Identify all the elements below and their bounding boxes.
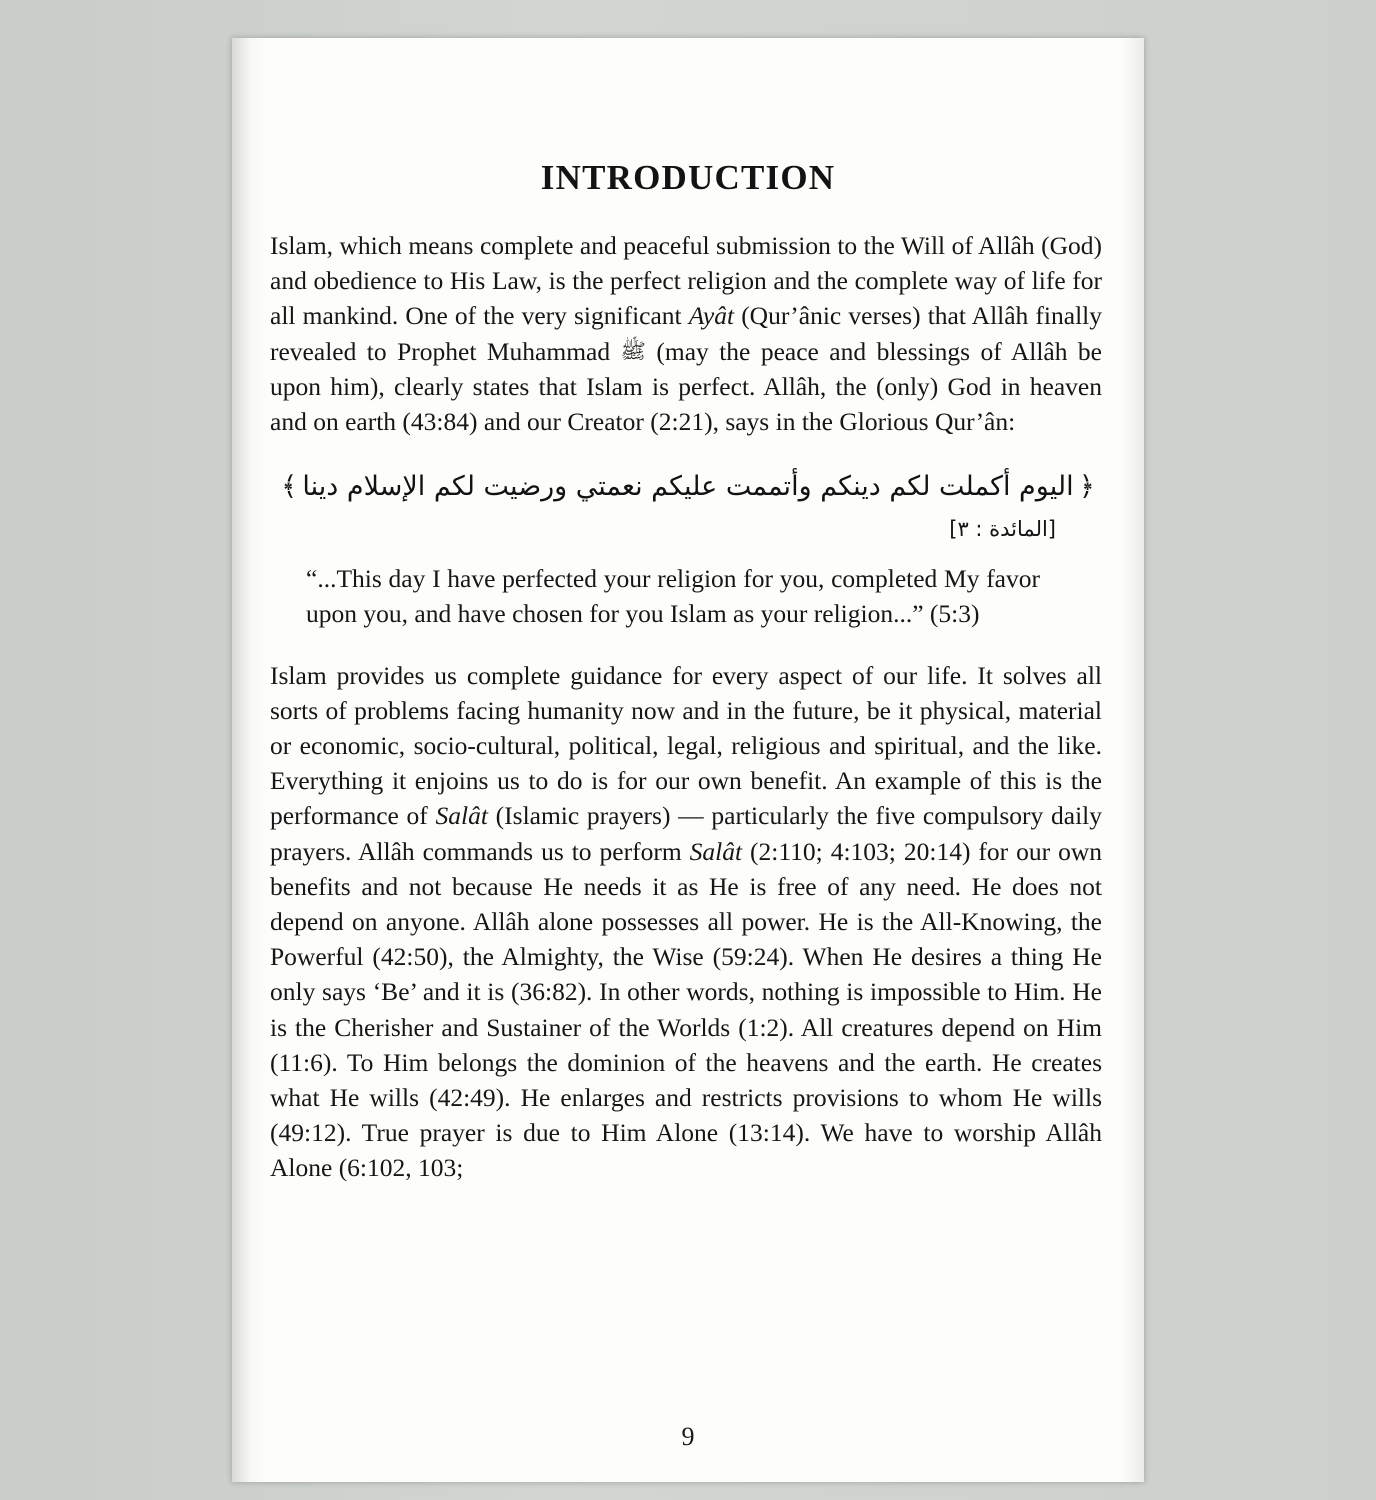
paragraph-intro	[268, 228, 1108, 439]
paragraph-guidance-text-2: (Islamic prayers) — particularly the five compulsory daily prayers. Allâh commands us to perform	[270, 801, 1102, 866]
paragraph-guidance-text-3: (2:110; 4:103; 20:14) for our own benefits and not because He needs it as He is free of any need. He does not depend on anyone. Allâh alone possesses all power. He is the All-Knowing, the Powerful (42:50), the Almighty, the Wise (59:24). When He desires a thing He only says ‘Be’ and it is (36:82). In other words, nothing is impossible to Him. He is the Cherisher and Sustainer of the Worlds (1:2). All creatures depend on Him (11:6). To Him belongs the dominion of the heavens and the earth. He creates what He wills (42:49). He enlarges and restricts provisions to whom He wills (49:12). True prayer is due to Him Alone (13:14). We have to worship Allâh Alone (6:102, 103;	[270, 836, 1102, 1183]
term-salat-2: Salât	[689, 836, 743, 866]
page-title: INTRODUCTION	[540, 158, 836, 197]
paragraph-intro-text-1: Islam, which means complete and peaceful submission to the Will of Allâh (God) and obedience to His Law, is the perfect religion and the complete way of life for all mankind. One of the very significant	[270, 231, 1102, 331]
paragraph-intro-text-3: (may the peace and blessings of Allâh be upon him), clearly states that Islam is perfect. Allâh, the (only) God in heaven and on earth (43:84) and our Creator (2:21), says in the Glorious Qur’ân:	[270, 336, 1102, 437]
quote-block	[268, 561, 1108, 632]
page-number: 9	[681, 1422, 695, 1451]
quran-verse-arabic-text: اليوم أكملت لكم دينكم وأتممت عليكم نعمتي ورضيت لكم الإسلام دينا	[302, 471, 1074, 503]
page-content	[268, 38, 1108, 1482]
term-ayat: Ayât	[688, 301, 735, 331]
paragraph-guidance-text-1: Islam provides us complete guidance for every aspect of our life. It solves all sorts of problems facing humanity now and in the future, be it physical, material or economic, socio-cultural, political, legal, religious and spiritual, and the like. Everything it enjoins us to do is for our own benefit. An example of this is the performance of	[270, 660, 1102, 831]
term-salat-1: Salât	[435, 801, 488, 831]
quote-translation: “...This day I have perfected your religion for you, completed My favor upon you, and have chosen for you Islam as your religion...” (5:3)	[306, 563, 1040, 629]
paragraph-guidance	[268, 658, 1108, 1186]
quran-verse-arabic: ﴿ اليوم أكملت لكم دينكم وأتممت عليكم نعمتي ورضيت لكم الإسلام دينا ﴾	[281, 471, 1095, 503]
book-page	[232, 38, 1144, 1482]
salla-allahu-alayhi-wasallam-icon: ﷺ	[620, 338, 646, 363]
paragraph-intro-text-2: (Qur’ânic verses) that Allâh finally revealed to Prophet Muhammad	[270, 301, 1102, 366]
quran-verse-reference: [المائدة : ٣]	[949, 516, 1056, 541]
